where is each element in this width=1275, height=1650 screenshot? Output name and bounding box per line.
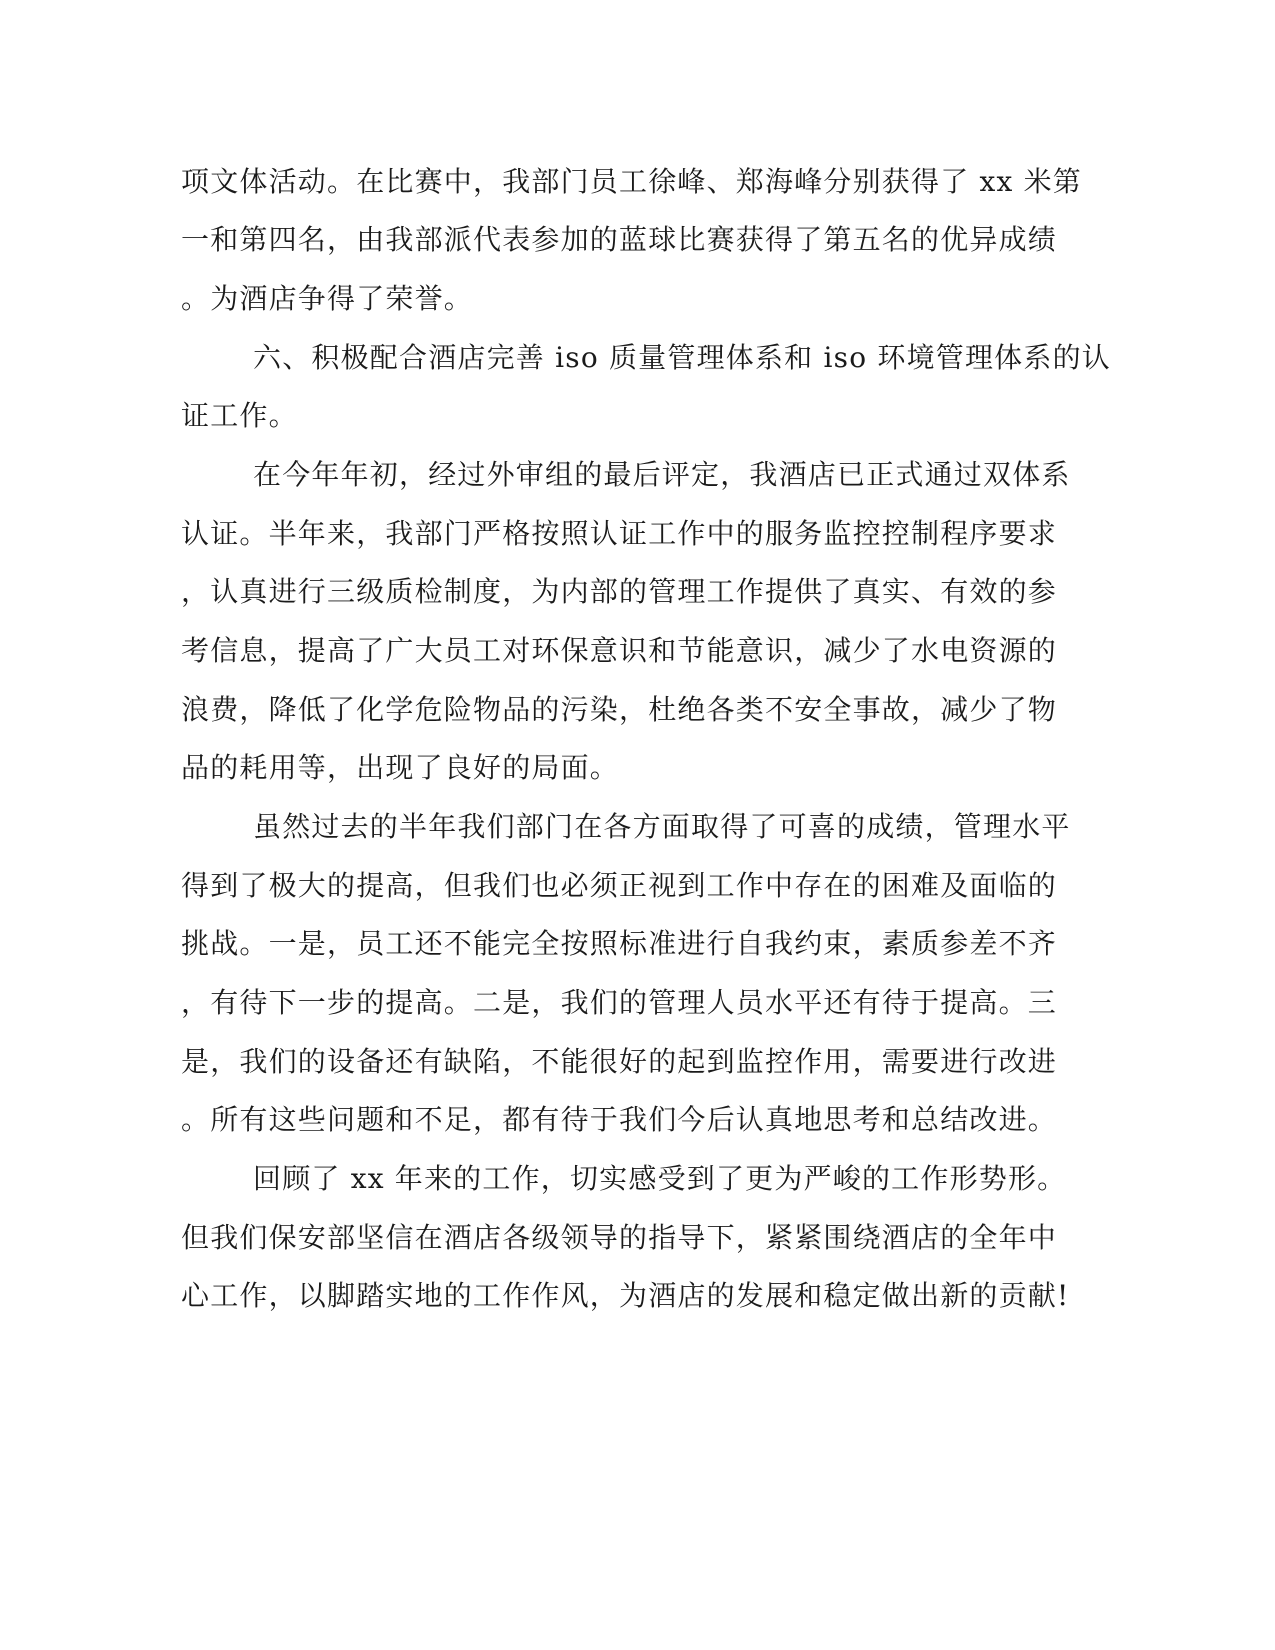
text-line: 虽然过去的半年我们部门在各方面取得了可喜的成绩，管理水平 [253,810,1071,843]
text-line: 浪费，降低了化学危险物品的污染，杜绝各类不安全事故，减少了物 [181,693,1058,726]
text-line: 考信息，提高了广大员工对环保意识和节能意识，减少了水电资源的 [181,634,1058,667]
text-line: 一和第四名，由我部派代表参加的蓝球比赛获得了第五名的优异成绩 [181,223,1058,256]
text-line: 得到了极大的提高，但我们也必须正视到工作中存在的困难及面临的 [181,869,1058,902]
section-heading: 六、积极配合酒店完善 iso 质量管理体系和 iso 环境管理体系的认 [253,341,1111,374]
text-line: 证工作。 [181,399,298,432]
text-line: 认证。半年来，我部门严格按照认证工作中的服务监控控制程序要求 [181,517,1058,550]
text-line: 是，我们的设备还有缺陷，不能很好的起到监控作用，需要进行改进 [181,1045,1058,1078]
text-line: 。为酒店争得了荣誉。 [181,282,474,315]
text-line: 但我们保安部坚信在酒店各级领导的指导下，紧紧围绕酒店的全年中 [181,1221,1058,1254]
text-line: 挑战。一是，员工还不能完全按照标准进行自我约束，素质参差不齐 [181,927,1058,960]
text-line: 心工作，以脚踏实地的工作作风，为酒店的发展和稳定做出新的贡献! [181,1279,1070,1312]
text-line: 项文体活动。在比赛中，我部门员工徐峰、郑海峰分别获得了 xx 米第 [181,165,1082,198]
text-line: 回顾了 xx 年来的工作，切实感受到了更为严峻的工作形势形。 [253,1162,1067,1195]
text-line: 品的耗用等，出现了良好的局面。 [181,751,620,784]
text-line: ，有待下一步的提高。二是，我们的管理人员水平还有待于提高。三 [181,986,1058,1019]
text-line: ，认真进行三级质检制度，为内部的管理工作提供了真实、有效的参 [181,575,1058,608]
text-line: 在今年年初，经过外审组的最后评定，我酒店已正式通过双体系 [253,458,1071,491]
text-line: 。所有这些问题和不足，都有待于我们今后认真地思考和总结改进。 [181,1103,1058,1136]
